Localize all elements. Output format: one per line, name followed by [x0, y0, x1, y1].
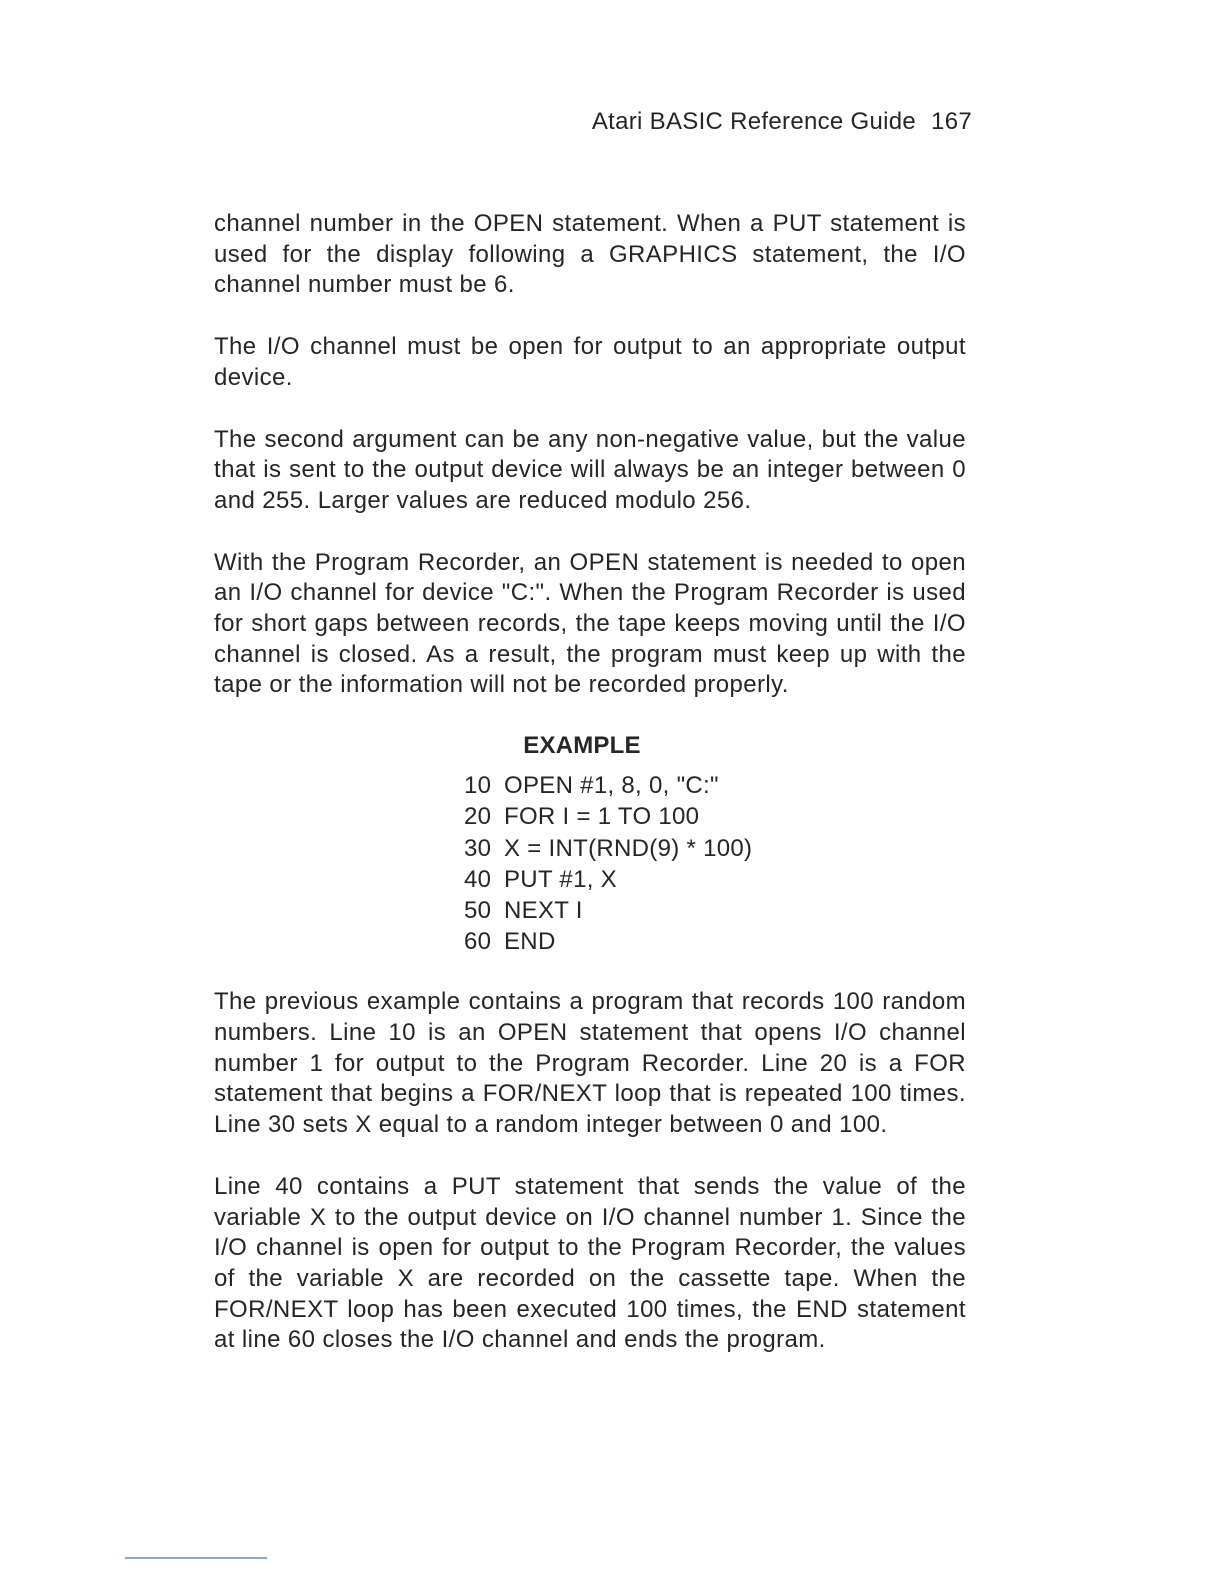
paragraph: The I/O channel must be open for output to an appropriate output device. — [214, 333, 966, 391]
code-listing — [464, 770, 966, 957]
page-number: 167 — [931, 108, 972, 135]
line-number: 50 — [464, 896, 492, 924]
code-line — [464, 770, 966, 801]
paragraph: Line 40 contains a PUT statement that sends the value of the variable X to the output device on I/O channel number 1. Since the I/O channel is open for output to the Program Recorder, the values of the variable X are recorded on the cassette tape. When the FOR/NEXT loop has been executed 100 times, the END statement at line 60 closes the I/O channel and ends the program. — [214, 1172, 966, 1354]
paragraph: The previous example contains a program that records 100 random numbers. Line 10 is an OPEN statement that opens I/O channel number 1 for output to the Program Recorder. Line 20 is a FOR statement that begins a FOR/NEXT loop that is repeated 100 times. Line 30 sets X equal to a random integer between 0 and 100. — [214, 988, 966, 1139]
line-number: 40 — [464, 865, 492, 893]
example-heading: EXAMPLE — [523, 732, 641, 760]
code-text: FOR I = 1 TO 100 — [504, 803, 700, 831]
header-title: Atari BASIC Reference Guide — [591, 108, 917, 135]
code-line — [464, 801, 966, 832]
line-number: 30 — [464, 834, 492, 862]
line-number: 60 — [464, 928, 492, 956]
code-text: X = INT(RND(9) * 100) — [504, 834, 753, 862]
paragraph: channel number in the OPEN statement. When a PUT statement is used for the display following a GRAPHICS statement, the I/O channel number must be 6. — [214, 210, 966, 299]
line-number: 20 — [464, 803, 492, 831]
paragraph: With the Program Recorder, an OPEN statement is needed to open an I/O channel for device "C:". When the Program Recorder is used for short gaps between records, the tape keeps moving until the I/O channel is closed. As a result, the program must keep up with the tape or the information will not be recorded properly. — [214, 548, 966, 699]
code-text: OPEN #1, 8, 0, "C:" — [504, 772, 719, 800]
code-text: END — [504, 928, 556, 956]
code-line — [464, 864, 966, 895]
code-line — [464, 833, 966, 864]
code-text: PUT #1, X — [504, 865, 617, 893]
code-line — [464, 926, 966, 957]
body-text — [214, 209, 966, 1387]
code-text: NEXT I — [504, 896, 583, 924]
line-number: 10 — [464, 772, 492, 800]
running-header — [592, 108, 972, 136]
footer-rule — [125, 1557, 267, 1559]
paragraph: The second argument can be any non-negative value, but the value that is sent to the output device will always be an integer between 0 and 255. Larger values are reduced modulo 256. — [214, 425, 966, 514]
code-line — [464, 895, 966, 926]
